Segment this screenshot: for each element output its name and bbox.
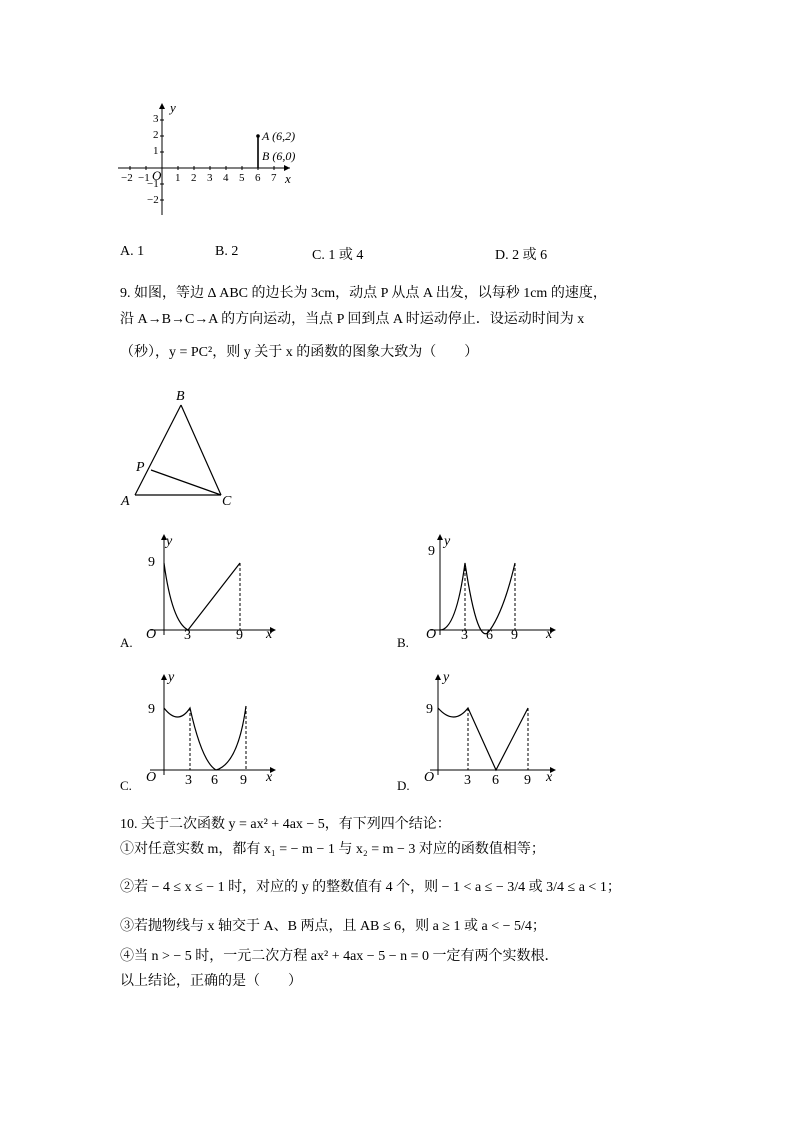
q9-graph-c-x-axis: x [266, 770, 273, 785]
q9-graph-d-x-tick: 3 [464, 773, 471, 788]
q9-graph-b-y-axis: y [444, 534, 451, 549]
q9-graph-a-y-tick: 9 [148, 555, 155, 570]
q9-label-a: A [121, 494, 130, 509]
q8-x-tick: −2 [121, 172, 133, 184]
q8-x-tick: −1 [138, 172, 150, 184]
q9-graph-c-y-axis: y [168, 670, 175, 685]
q9-graph-b-x-tick: 3 [461, 628, 468, 643]
q9-graph-d-x-tick: 6 [492, 773, 499, 788]
q9-graph-d-x-tick: 9 [524, 773, 531, 788]
q8-x-axis-label: x [285, 171, 291, 186]
q9-graph-d-x-axis: x [546, 770, 553, 785]
q8-x-tick: 7 [271, 172, 277, 184]
q8-x-tick: 4 [223, 172, 229, 184]
q8-x-tick: 2 [191, 172, 197, 184]
q8-y-tick: 3 [153, 113, 159, 125]
q9-graph-b-x-axis: x [546, 627, 553, 642]
q9-graph-d-label: D. [397, 778, 410, 793]
q9-text-line3: （秒），y = PC²，则 y 关于 x 的函数的图象大致为（ ） [120, 345, 479, 360]
q9-graph-c [140, 670, 280, 780]
q10-statement-1: ①对任意实数 m，都有 x₁ = − m − 1 与 x₂ = m − 3 对应的函数值相等； [120, 842, 545, 857]
q8-option-d: D. 2 或 6 [495, 248, 548, 263]
q9-graph-c-x-tick: 3 [185, 773, 192, 788]
q9-graph-a-x-tick: 9 [236, 628, 243, 643]
q9-graph-b [420, 530, 560, 640]
q9-graph-a [140, 530, 280, 640]
q8-y-tick: −1 [147, 178, 159, 190]
q9-graph-b-origin: O [426, 627, 437, 642]
q8-option-b: B. 2 [215, 244, 239, 259]
q9-graph-b-x-tick: 6 [486, 628, 493, 643]
q9-graph-b-label: B. [397, 635, 409, 650]
q10-text-end: 以上结论，正确的是（ ） [120, 974, 302, 989]
q8-x-tick: 1 [175, 172, 181, 184]
q10-statement-2: ②若 − 4 ≤ x ≤ − 1 时，对应的 y 的整数值有 4 个，则 − 1 < a ≤ − 3/4 或 3/4 ≤ a < 1； [120, 880, 621, 895]
q8-y-axis-label: y [170, 100, 176, 115]
q9-graph-d-origin: O [424, 770, 435, 785]
q9-graph-a-y-axis: y [166, 534, 173, 549]
q9-text-line2: 沿 A→B→C→A 的方向运动，当点 P 回到点 A 时运动停止．设运动时间为 x [120, 312, 585, 327]
q8-y-tick: 2 [153, 129, 159, 141]
q10-statement-3: ③若抛物线与 x 轴交于 A、B 两点，且 AB ≤ 6，则 a ≥ 1 或 a < − 5/4； [120, 919, 546, 934]
q8-x-tick: 5 [239, 172, 245, 184]
q9-label-p: P [136, 460, 145, 475]
q9-graph-a-label: A. [120, 635, 133, 650]
q8-x-tick: 3 [207, 172, 213, 184]
q8-x-tick: 6 [255, 172, 261, 184]
q9-graph-b-x-tick: 9 [511, 628, 518, 643]
q9-graph-b-y-tick: 9 [428, 544, 435, 559]
q9-graph-a-x-axis: x [266, 627, 273, 642]
q9-graph-a-x-tick: 3 [184, 628, 191, 643]
q9-graph-c-x-tick: 9 [240, 773, 247, 788]
q10-statement-4: ④当 n > − 5 时，一元二次方程 ax² + 4ax − 5 − n = 0 一定有两个实数根． [120, 949, 559, 964]
q8-y-tick: 1 [153, 145, 159, 157]
q9-label-c: C [222, 494, 232, 509]
q10-text-line1: 10. 关于二次函数 y = ax² + 4ax − 5，有下列四个结论： [120, 817, 451, 832]
q9-graph-c-origin: O [146, 770, 157, 785]
q8-origin-label: O [152, 168, 162, 183]
q8-point-a-label: A (6,2) [262, 129, 296, 143]
q9-graph-a-origin: O [146, 627, 157, 642]
q8-y-tick: −2 [147, 194, 159, 206]
q9-graph-d-y-tick: 9 [426, 702, 433, 717]
q9-label-b: B [176, 389, 185, 404]
q8-option-c: C. 1 或 4 [312, 248, 364, 263]
q9-text-line1: 9. 如图，等边 Δ ABC 的边长为 3cm，动点 P 从点 A 出发，以每秒 1cm 的速度， [120, 286, 607, 301]
q9-graph-c-x-tick: 6 [211, 773, 218, 788]
q9-graph-d-y-axis: y [443, 670, 450, 685]
q9-graph-d [420, 670, 560, 780]
q8-point-b-label: B (6,0) [262, 149, 296, 163]
q8-option-a: A. 1 [120, 244, 145, 259]
q9-graph-c-y-tick: 9 [148, 702, 155, 717]
q9-graph-c-label: C. [120, 778, 132, 793]
